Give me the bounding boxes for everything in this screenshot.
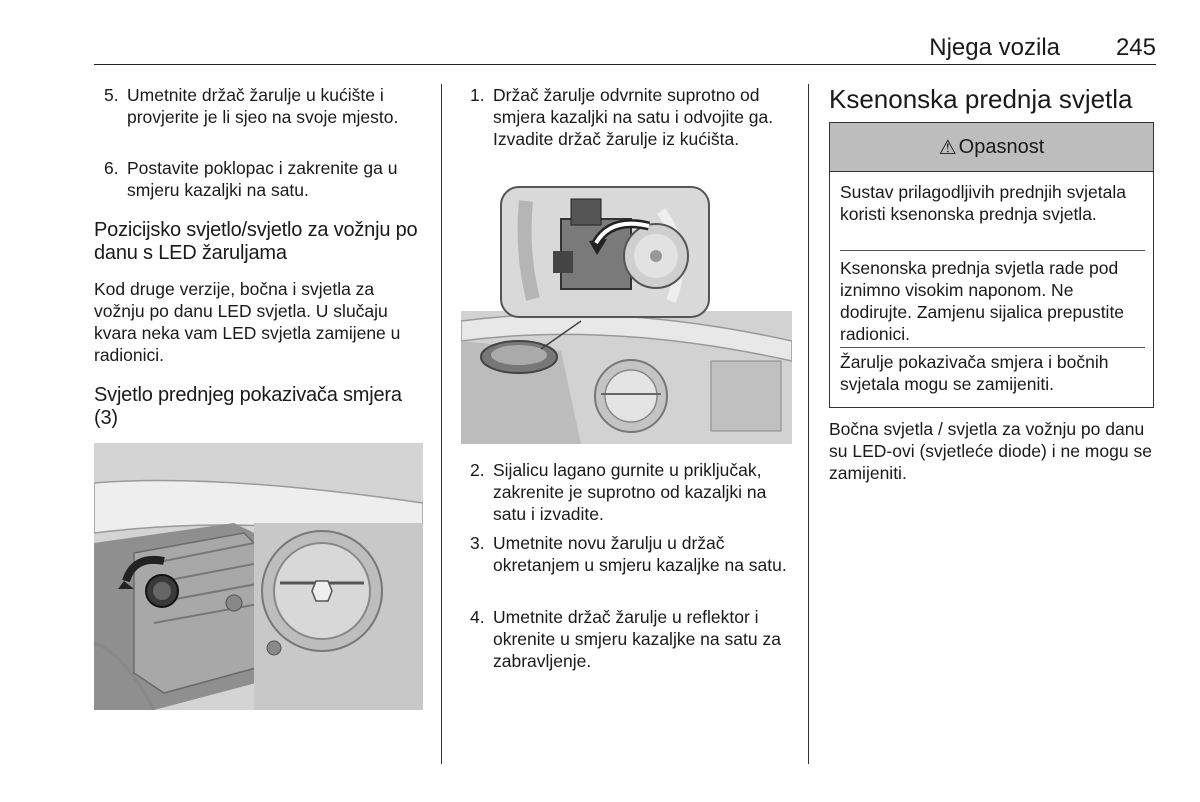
step-3 — [470, 532, 792, 602]
step-text: Postavite poklopac i zakrenite ga u smjeru kazaljki na satu. — [127, 158, 398, 200]
warning-title: Opasnost — [958, 135, 1045, 158]
step-text: Sijalicu lagano gurnite u priključak, zakrenite je suprotno od kazaljki na satu i izvadite. — [493, 460, 767, 524]
heading-led-lights: Pozicijsko svjetlo/svjetlo za vožnju po danu s LED žaruljama — [94, 219, 418, 264]
step-number: 3. — [470, 533, 485, 553]
running-header-title: Njega vozila — [929, 34, 1060, 61]
warning-separator — [840, 347, 1145, 348]
step-number: 6. — [104, 158, 119, 178]
paragraph-led-lights: Kod druge verzije, bočna i svjetla za vožnju po danu LED svjetla. U slučaju kvara neka vam LED svjetla zamijene u radionici. — [94, 279, 401, 365]
column-divider-1 — [441, 84, 442, 764]
heading-xenon-headlights: Ksenonska prednja svjetla — [829, 84, 1133, 114]
step-number: 5. — [104, 85, 119, 105]
header-rule — [94, 64, 1156, 65]
step-text: Umetnite držač žarulje u kućište i provjerite je li sjeo na svoje mjesto. — [127, 85, 399, 127]
column-divider-2 — [808, 84, 809, 764]
heading-indicator-light: Svjetlo prednjeg pokazivača smjera (3) — [94, 384, 402, 429]
step-text: Umetnite novu žarulju u držač okretanjem u smjeru kazaljke na satu. — [493, 533, 787, 575]
step-2 — [470, 459, 792, 529]
danger-warning-box — [829, 122, 1154, 408]
paragraph-side-lights: Bočna svjetla / svjetla za vožnju po danu su LED-ovi (svjetleće diode) i ne mogu se zamijeniti. — [829, 419, 1152, 483]
step-number: 2. — [470, 460, 485, 480]
warning-header — [830, 123, 1153, 172]
step-4 — [470, 606, 792, 676]
bulb-holder-illustration — [461, 181, 792, 444]
step-5 — [104, 84, 426, 154]
warning-paragraph: Žarulje pokazivača smjera i bočnih svjetala mogu se zamijeniti. — [840, 352, 1109, 394]
step-text: Umetnite držač žarulje u reflektor i okrenite u smjeru kazaljke na satu za zabravljenje. — [493, 607, 781, 671]
warning-separator — [840, 250, 1145, 251]
step-number: 1. — [470, 85, 485, 105]
warning-paragraph: Ksenonska prednja svjetla rade pod iznimno visokim naponom. Ne dodirujte. Zamjenu sijalica prepustite radionici. — [840, 258, 1125, 344]
indicator-bulb-illustration — [94, 443, 423, 710]
warning-triangle-icon: ⚠ — [938, 136, 957, 159]
step-6 — [104, 157, 426, 203]
warning-paragraph: Sustav prilagodljivih prednjih svjetala koristi ksenonska prednja svjetla. — [840, 182, 1126, 224]
step-1 — [470, 84, 792, 176]
step-text: Držač žarulje odvrnite suprotno od smjera kazaljki na satu i odvojite ga. Izvadite držač žarulje iz kućišta. — [493, 85, 774, 149]
step-number: 4. — [470, 607, 485, 627]
page-number: 245 — [1115, 34, 1156, 61]
